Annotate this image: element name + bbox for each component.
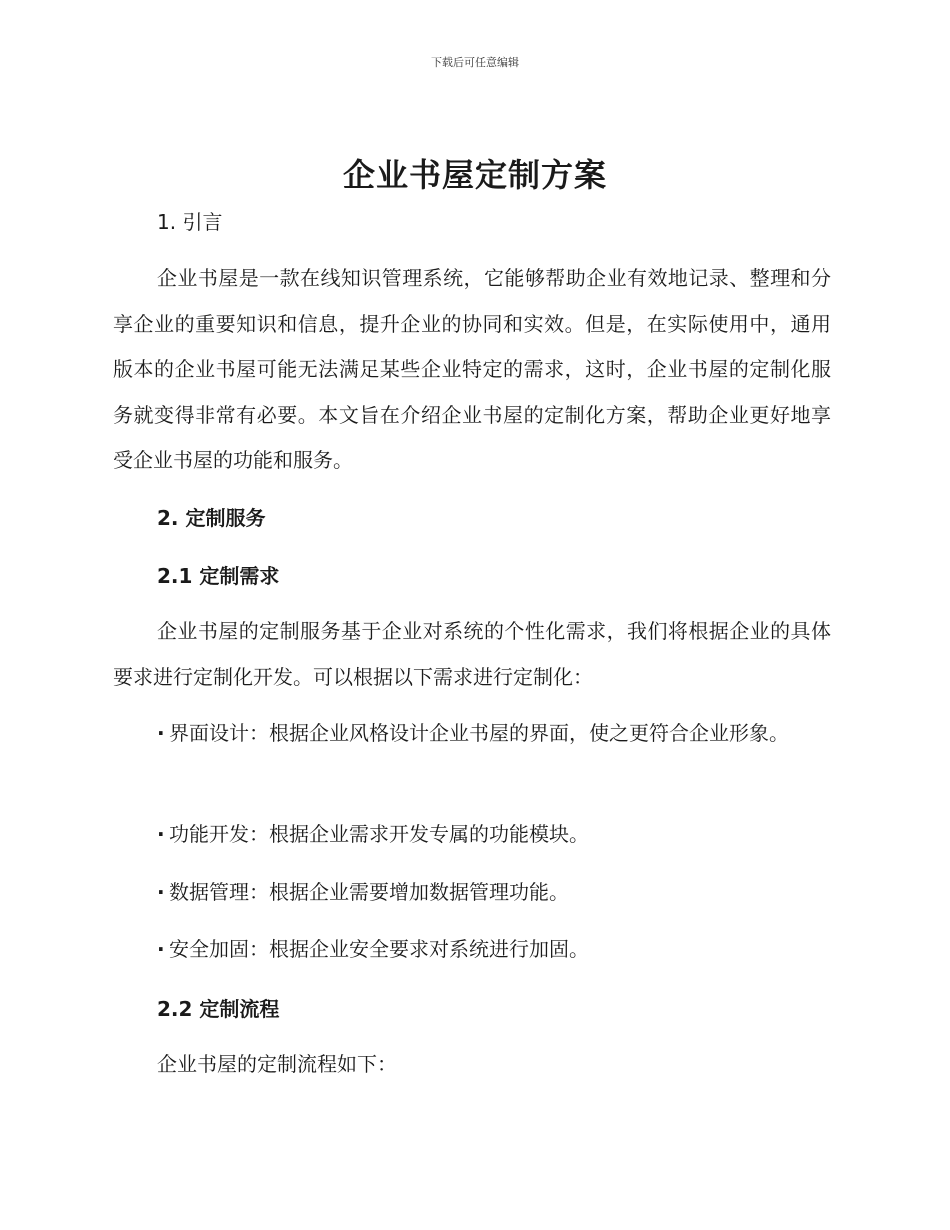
list-item-text: 安全加固：根据企业安全要求对系统进行加固。 xyxy=(169,937,589,961)
list-item xyxy=(113,870,831,916)
list-item-text: 数据管理：根据企业需要增加数据管理功能。 xyxy=(169,880,569,904)
section-heading-intro: 1. 引言 xyxy=(157,210,223,234)
list-item xyxy=(113,812,831,858)
bullet-marker: · xyxy=(157,721,165,745)
header-note: 下载后可任意编辑 xyxy=(431,56,519,69)
list-item xyxy=(113,711,831,757)
section-heading-process: 2.2 定制流程 xyxy=(157,997,280,1021)
document-title: 企业书屋定制方案 xyxy=(342,156,607,194)
bullet-marker: · xyxy=(157,937,165,961)
intro-paragraph: 企业书屋是一款在线知识管理系统，它能够帮助企业有效地记录、整理和分享企业的重要知识和信息，提升企业的协同和实效。但是，在实际使用中，通用版本的企业书屋可能无法满足某些企业特定的需求，这时，企业书屋的定制化服务就变得非常有必要。本文旨在介绍企业书屋的定制化方案，帮助企业更好地享受企业书屋的功能和服务。 xyxy=(113,266,831,472)
list-item xyxy=(113,927,831,973)
requirements-paragraph: 企业书屋的定制服务基于企业对系统的个性化需求，我们将根据企业的具体要求进行定制化开发。可以根据以下需求进行定制化： xyxy=(113,619,831,689)
bullet-marker: · xyxy=(157,880,165,904)
section-heading-service: 2. 定制服务 xyxy=(157,506,266,530)
process-paragraph: 企业书屋的定制流程如下： xyxy=(157,1052,397,1076)
list-item-text: 功能开发：根据企业需求开发专属的功能模块。 xyxy=(169,822,589,846)
section-heading-requirements: 2.1 定制需求 xyxy=(157,564,280,588)
list-item-text: 界面设计：根据企业风格设计企业书屋的界面，使之更符合企业形象。 xyxy=(169,721,789,745)
bullet-marker: · xyxy=(157,822,165,846)
